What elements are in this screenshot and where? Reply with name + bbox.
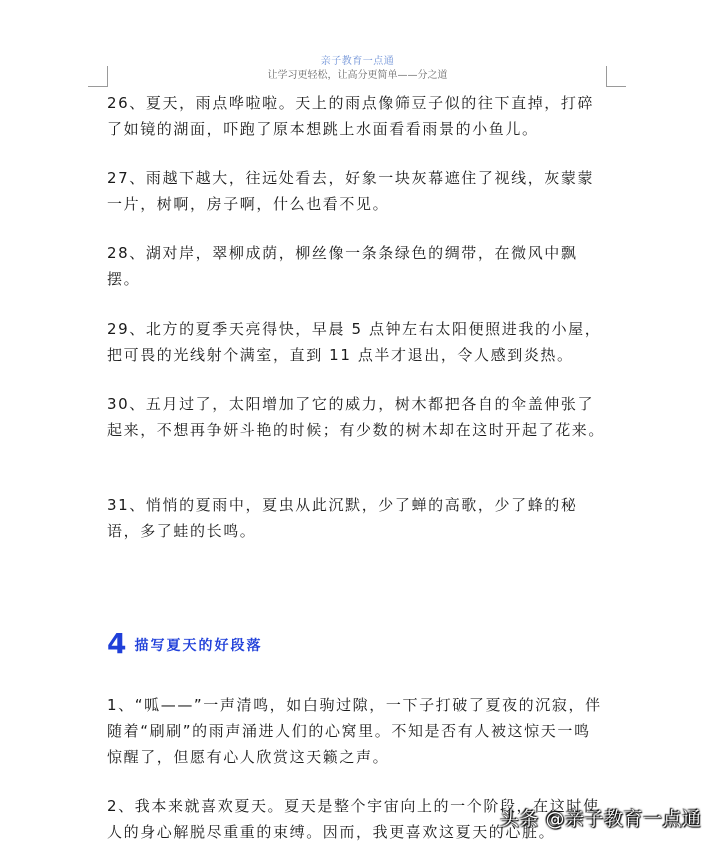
section-paragraph-2: 2、我本来就喜欢夏天。夏天是整个宇宙向上的一个阶段，在这时使人的身心解脱尽重重的束缚。因而，我更喜欢这夏天的心脏。: [107, 797, 600, 841]
paragraph-26: 26、夏天，雨点哗啦啦。天上的雨点像筛豆子似的往下直掉，打碎了如镜的湖面，吓跑了原本想跳上水面看看雨景的小鱼儿。: [107, 94, 595, 138]
crop-mark-right-h: [606, 86, 626, 87]
watermark: 头条 @亲子教育一点通: [500, 808, 702, 830]
paragraph-30: 30、五月过了，太阳增加了它的威力，树木都把各自的伞盖伸张了起来，不想再争妍斗艳的时候；有少数的树木却在这时开起了花来。: [107, 395, 606, 439]
section-title: 描写夏天的好段落: [134, 638, 263, 654]
crop-mark-left: [107, 66, 108, 86]
paragraph-29: 29、北方的夏季天亮得快，早晨 5 点钟左右太阳便照进我的小屋，把可畏的光线射个满室，直到 11 点半才退出，令人感到炎热。: [107, 320, 602, 364]
paragraph-31: 31、悄悄的夏雨中，夏虫从此沉默，少了蝉的高歌，少了蜂的秘语，多了蛙的长鸣。: [107, 496, 578, 540]
header-subtitle: 让学习更轻松，让高分更简单——分之道: [267, 70, 448, 81]
section-heading: [107, 622, 262, 658]
paragraph-28: 28、湖对岸，翠柳成荫，柳丝像一条条绿色的绸带，在微风中飘摆。: [107, 244, 578, 288]
crop-mark-right: [606, 66, 607, 86]
section-paragraph-1: 1、“呱——”一声清鸣，如白驹过隙，一下子打破了夏夜的沉寂，伴随着“刷刷”的雨声涌进人们的心窝里。不知是否有人被这惊天一鸣惊醒了，但愿有心人欣赏这天籁之声。: [107, 696, 602, 766]
crop-mark-left-h: [88, 86, 108, 87]
section-number: 4: [107, 627, 127, 660]
header-title: 亲子教育一点通: [320, 56, 395, 67]
paragraph-27: 27、雨越下越大，往远处看去，好象一块灰幕遮住了视线，灰蒙蒙一片，树啊，房子啊，什么也看不见。: [107, 169, 595, 213]
